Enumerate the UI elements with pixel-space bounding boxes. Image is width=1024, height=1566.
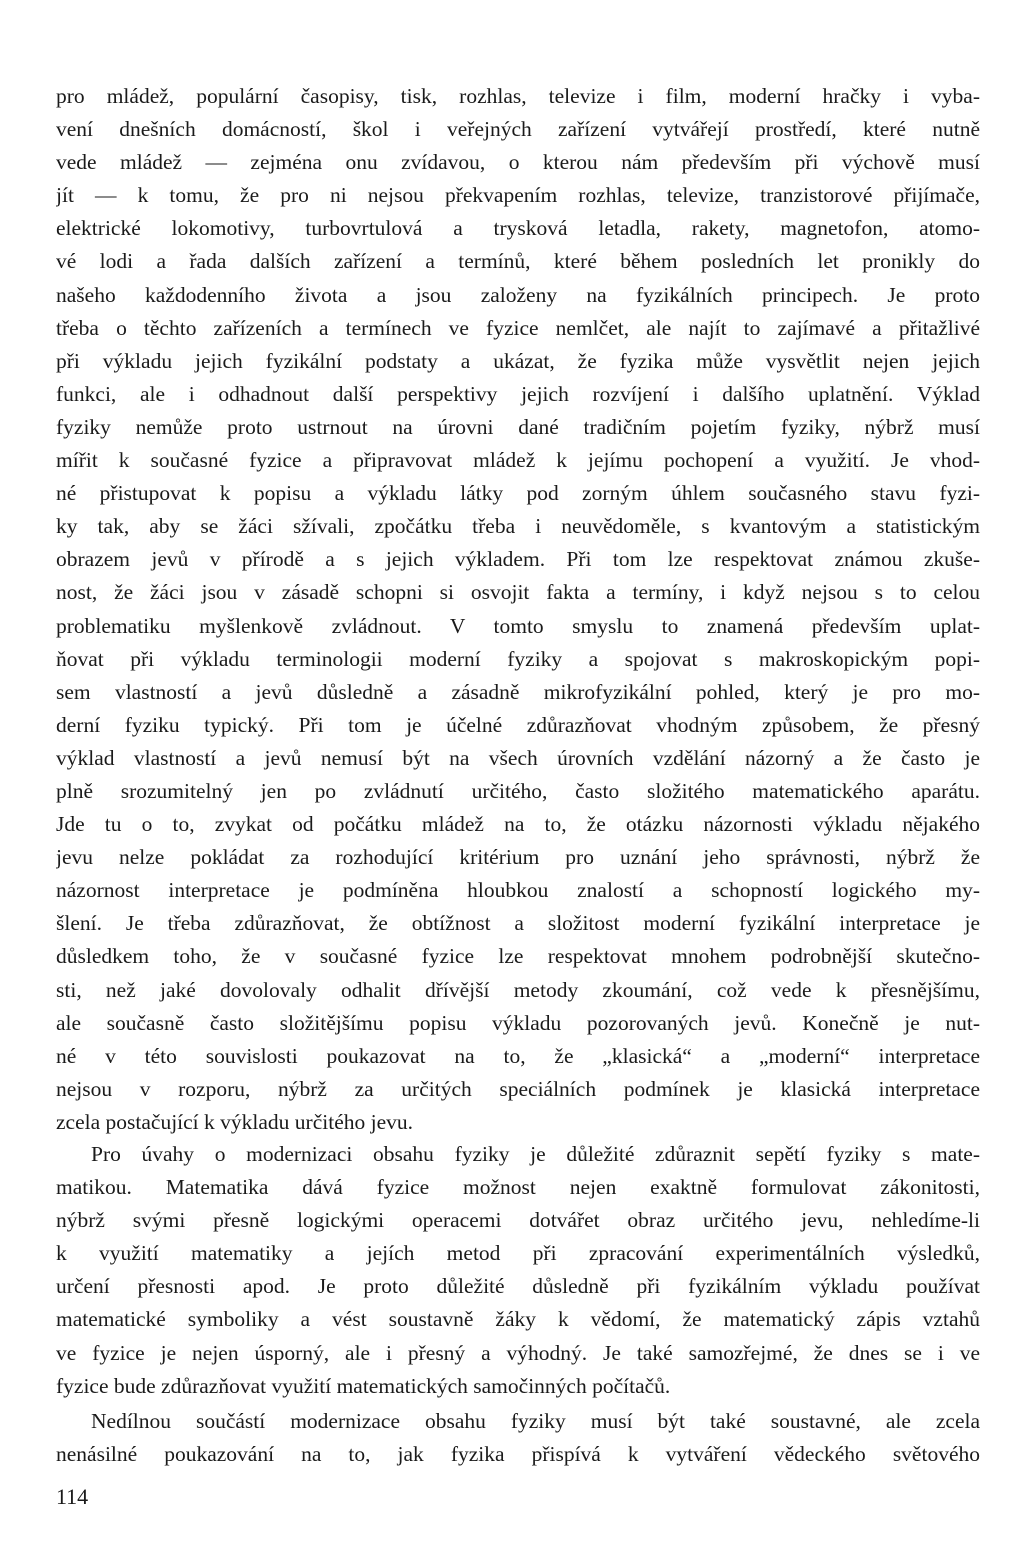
text-line: k využití matematiky a jejích metod při zpracování experimentálních výsledků, (56, 1241, 980, 1266)
text-line: funkci, ale i odhadnout další perspektivy jejich rozvíjení i dalšího uplatnění. Výklad (56, 381, 980, 406)
text-line: nýbrž svými přesně logickými operacemi dotvářet obraz určitého jevu, nehledíme-li (56, 1208, 980, 1233)
text-line: Jde tu o to, zvykat od počátku mládež na to, že otázku názornosti výkladu nějakého (56, 812, 980, 837)
text-line: vede mládež — zejména onu zvídavou, o kterou nám především při výchově musí (56, 150, 980, 175)
text-line: plně srozumitelný jen po zvládnutí určitého, často složitého matematického aparátu. (56, 778, 980, 803)
paragraph-2 (56, 1138, 980, 1403)
text-line: pro mládež, populární časopisy, tisk, rozhlas, televize i film, moderní hračky i vyba- (56, 84, 980, 108)
text-line: ve fyzice je nejen úsporný, ale i přesný a výhodný. Je také samozřejmé, že dnes se i ve (56, 1340, 980, 1365)
text-line: Pro úvahy o modernizaci obsahu fyziky je důležité zdůraznit sepětí fyziky s mate- (91, 1142, 980, 1166)
text-line: vé lodi a řada dalších zařízení a termínů, které během posledních let pronikly do (56, 249, 980, 274)
text-line: šlení. Je třeba zdůrazňovat, že obtížnost a složitost moderní fyzikální interpretace je (56, 911, 980, 936)
text-line: nejsou v rozporu, nýbrž za určitých speciálních podmínek je klasická interpretace (56, 1076, 980, 1101)
text-line: jevu nelze pokládat za rozhodující kritérium pro uznání jeho správnosti, nýbrž že (56, 845, 980, 870)
text-line: jít — k tomu, že pro ni nejsou překvapením rozhlas, televize, tranzistorové přijímače, (56, 183, 980, 208)
text-line: né v této souvislosti poukazovat na to, že „klasická“ a „moderní“ interpretace (56, 1043, 980, 1068)
paragraph-1 (56, 80, 980, 1139)
page-number: 114 (56, 1484, 89, 1509)
text-line: sti, než jaké dovolovaly odhalit dřívější metody zkoumání, což vede k přesnějšímu, (56, 977, 980, 1002)
text-line: ale současně často složitějšímu popisu výkladu pozorovaných jevů. Konečně je nut- (56, 1010, 980, 1035)
text-line: derní fyziku typický. Při tom je účelné zdůrazňovat vhodným způsobem, že přesný (56, 712, 980, 737)
text-line: fyziky nemůže proto ustrnout na úrovni dané tradičním pojetím fyziky, nýbrž musí (56, 414, 980, 439)
text-line: určení přesnosti apod. Je proto důležité důsledně při fyzikálním výkladu používat (56, 1274, 980, 1299)
text-line: matematické symboliky a vést soustavně žáky k vědomí, že matematický zápis vztahů (56, 1307, 980, 1332)
text-line: fyzice bude zdůrazňovat využití matematických samočinných počítačů. (56, 1373, 671, 1398)
paragraph-3 (56, 1405, 980, 1471)
text-line: vení dnešních domácností, škol i veřejných zařízení vytvářejí prostředí, které nutně (56, 117, 980, 142)
text-line: nenásilné poukazování na to, jak fyzika přispívá k vytváření vědeckého světového (56, 1442, 980, 1467)
text-line: Nedílnou součástí modernizace obsahu fyziky musí být také soustavné, ale zcela (91, 1409, 980, 1433)
text-line: důsledkem toho, že v současné fyzice lze respektovat mnohem podrobnější skutečno- (56, 944, 980, 969)
text-line: nost, že žáci jsou v zásadě schopni si osvojit fakta a termíny, i když nejsou s to celou (56, 580, 980, 605)
text-line: problematiku myšlenkově zvládnout. V tomto smyslu to znamená především uplat- (56, 613, 980, 638)
text-line: výklad vlastností a jevů nemusí být na všech úrovních vzdělání názorný a že často je (56, 745, 980, 770)
text-line: sem vlastností a jevů důsledně a zásadně mikrofyzikální pohled, který je pro mo- (56, 679, 980, 704)
text-line: obrazem jevů v přírodě a s jejich výkladem. Při tom lze respektovat známou zkuše- (56, 547, 980, 572)
text-line: názornost interpretace je podmíněna hloubkou znalostí a schopností logického my- (56, 878, 980, 903)
text-line: né přistupovat k popisu a výkladu látky pod zorným úhlem současného stavu fyzi- (56, 481, 980, 506)
text-line: mířit k současné fyzice a připravovat mládež k jejímu pochopení a využití. Je vhod- (56, 448, 980, 473)
text-line: matikou. Matematika dává fyzice možnost nejen exaktně formulovat zákonitosti, (56, 1175, 980, 1200)
text-line: při výkladu jejich fyzikální podstaty a ukázat, že fyzika může vysvětlit nejen jejich (56, 348, 980, 373)
text-line: zcela postačující k výkladu určitého jevu. (56, 1109, 414, 1134)
text-line: třeba o těchto zařízeních a termínech ve fyzice nemlčet, ale najít to zajímavé a přitažlivé (56, 315, 980, 340)
text-line: našeho každodenního života a jsou založeny na fyzikálních principech. Je proto (56, 282, 980, 307)
text-line: ky tak, aby se žáci sžívali, zpočátku třeba i neuvědoměle, s kvantovým a statistickým (56, 514, 980, 539)
text-line: elektrické lokomotivy, turbovrtulová a trysková letadla, rakety, magnetofon, atomo- (56, 216, 980, 241)
text-line: ňovat při výkladu terminologii moderní fyziky a spojovat s makroskopickým popi- (56, 646, 980, 671)
